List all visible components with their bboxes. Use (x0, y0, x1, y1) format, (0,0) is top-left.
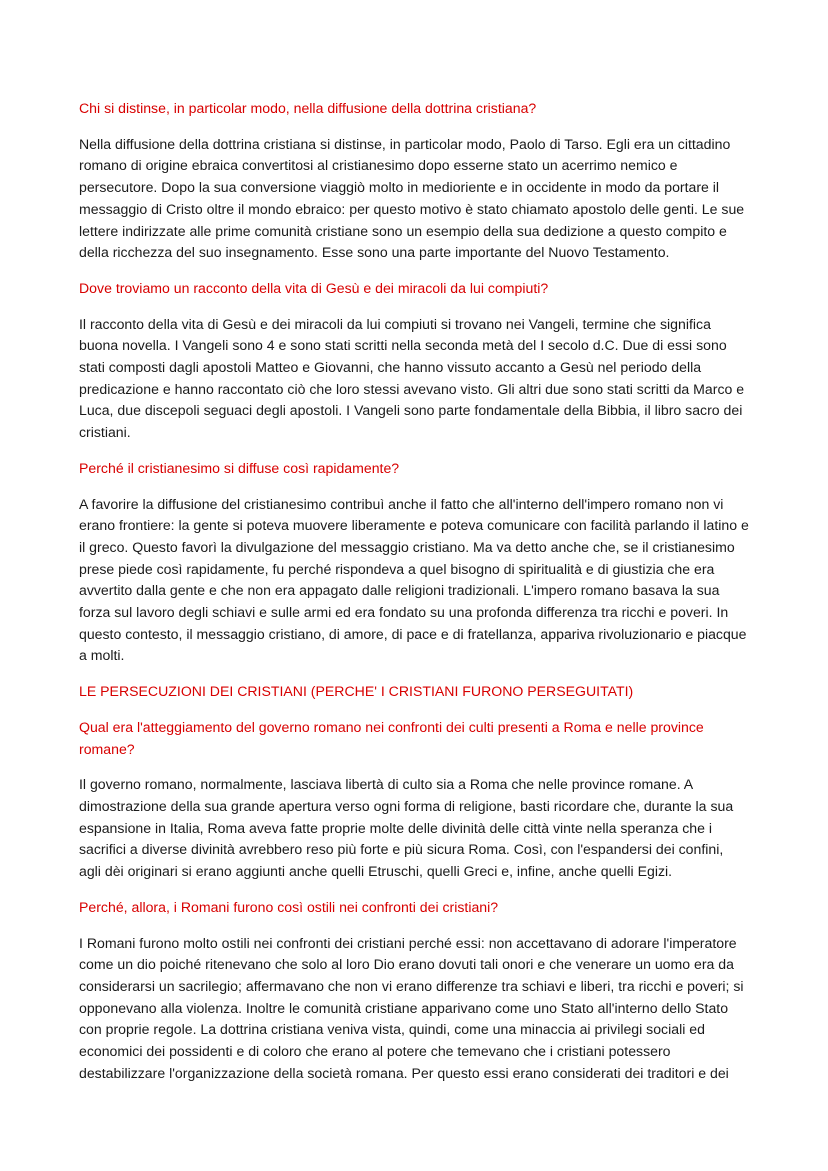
question-heading: Perché il cristianesimo si diffuse così rapidamente? (79, 459, 400, 476)
question-heading: Dove troviamo un racconto della vita di Gesù e dei miracoli da lui compiuti? (79, 279, 549, 296)
section-heading: LE PERSECUZIONI DEI CRISTIANI (PERCHE' I CRISTIANI FURONO PERSEGUITATI) (79, 683, 634, 700)
answer-paragraph: Il racconto della vita di Gesù e dei miracoli da lui compiuti si trovano nei Vangeli, termine che significa buona novella. I Vangeli sono 4 e sono stati scritti nella seconda metà del I secolo d.C. Due di essi sono stati composti dagli apostoli Matteo e Giovanni, che hanno vissuto accanto a Gesù nel periodo della predicazione e hanno raccontato ciò che loro stessi avevano visto. Gli altri due sono stati scritti da Marco e Luca, due discepoli seguaci degli apostoli. I Vangeli sono parte fondamentale della Bibbia, il libro sacro dei cristiani. (79, 315, 745, 441)
question-heading: Qual era l'atteggiamento del governo romano nei confronti dei culti presenti a Roma e nelle province romane? (79, 718, 704, 757)
answer-paragraph: I Romani furono molto ostili nei confronti dei cristiani perché essi: non accettavano di adorare l'imperatore come un dio poiché ritenevano che solo al loro Dio erano dovuti tali onori e che venerare un uomo era da considerarsi un sacrilegio; affermavano che non vi erano differenze tra schiavi e liberi, tra ricchi e poveri; si opponevano alla violenza. Inoltre le comunità cristiane apparivano come uno Stato all'interno dello Stato con proprie regole. La dottrina cristiana veniva vista, quindi, come una minaccia ai privilegi sociali ed economici dei possidenti e di coloro che erano al potere che temevano che i cristiani potessero destabilizzare l'organizzazione della società romana. Per questo essi erano considerati dei traditori e dei (79, 934, 744, 1081)
question-heading: Chi si distinse, in particolar modo, nella diffusione della dottrina cristiana? (79, 100, 537, 116)
answer-paragraph: A favorire la diffusione del cristianesimo contribuì anche il fatto che all'interno dell'impero romano non vi erano frontiere: la gente si poteva muovere liberamente e poteva comunicare con facilità parlando il latino e il greco. Questo favorì la divulgazione del messaggio cristiano. Ma va detto anche che, se il cristianesimo prese piede così rapidamente, fu perché rispondeva a quel bisogno di spiritualità e di giustizia che era avvertito dalla gente e che non era appagato dalle religioni tradizionali. L'impero romano basava la sua forza sul lavoro degli schiavi e sulle armi ed era fondato su una profonda differenza tra ricchi e poveri. In questo contesto, il messaggio cristiano, di amore, di pace e di fratellanza, appariva rivoluzionario e piacque a molti. (79, 495, 749, 664)
question-heading: Perché, allora, i Romani furono così ostili nei confronti dei cristiani? (79, 898, 499, 915)
document-body (79, 98, 749, 1098)
answer-paragraph: Il governo romano, normalmente, lasciava libertà di culto sia a Roma che nelle province romane. A dimostrazione della sua grande apertura verso ogni forma di religione, basti ricordare che, durante la sua espansione in Italia, Roma aveva fatte proprie molte delle divinità delle città vinte nella speranza che i sacrifici a diverse divinità avrebbero reso più forte e più sicura Roma. Così, con l'espandersi dei confini, agli dèi originari si erano aggiunti anche quelli Etruschi, quelli Greci e, infine, anche quelli Egizi. (79, 776, 734, 880)
answer-paragraph: Nella diffusione della dottrina cristiana si distinse, in particolar modo, Paolo di Tarso. Egli era un cittadino romano di origine ebraica convertitosi al cristianesimo dopo esserne stato un acerrimo nemico e persecutore. Dopo la sua conversione viaggiò molto in medioriente e in occidente in modo da portare il messaggio di Cristo oltre il mondo ebraico: per questo motivo è stato chiamato apostolo delle genti. Le sue lettere indirizzate alle prime comunità cristiane sono un esempio della sua dedizione a questo compito e della ricchezza del suo insegnamento. Esse sono una parte importante del Nuovo Testamento. (79, 135, 745, 261)
